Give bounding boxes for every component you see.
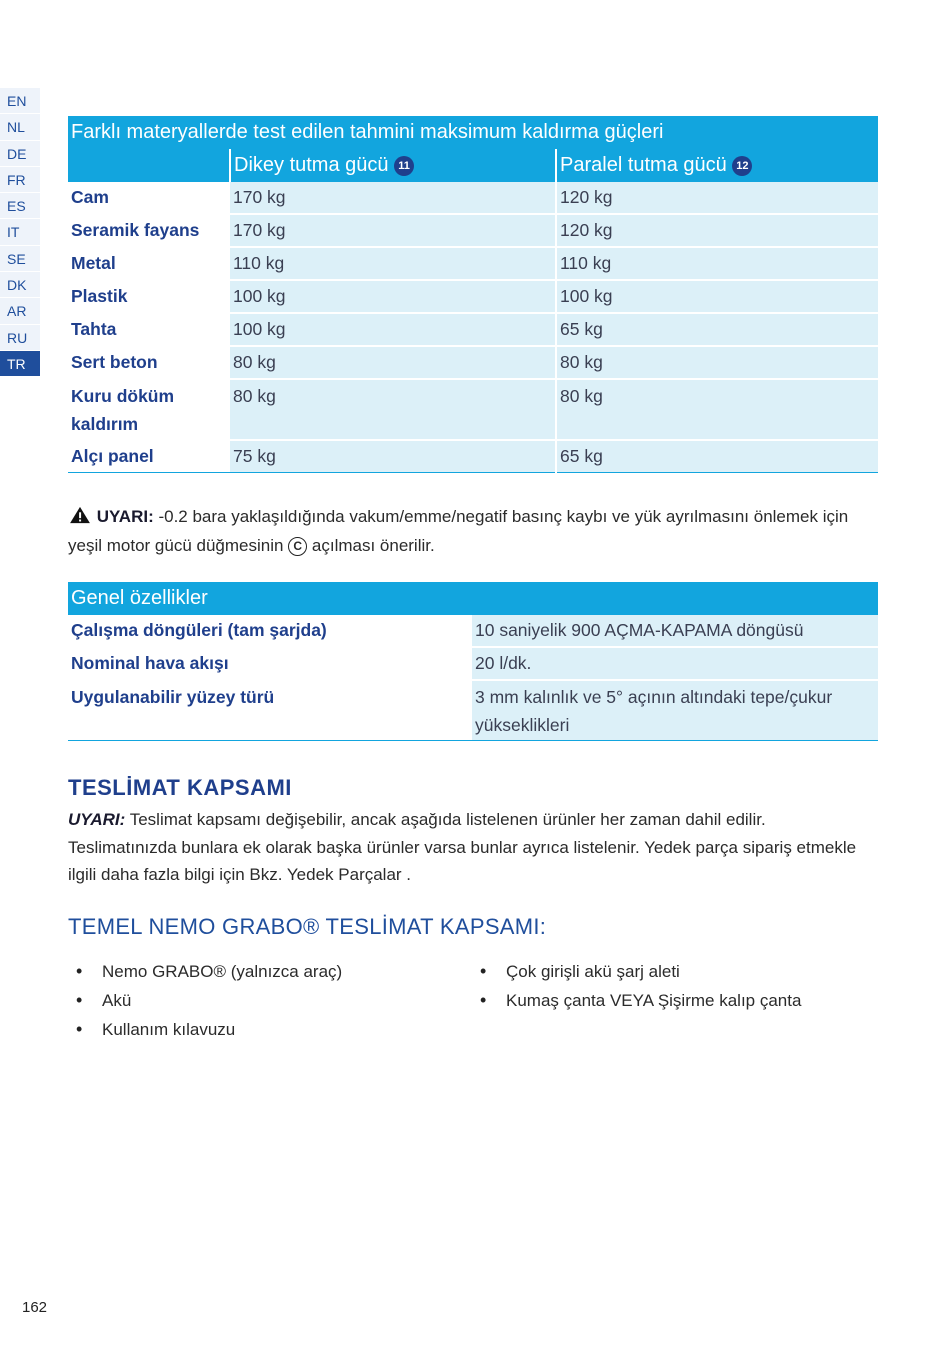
basic-scope-title: TEMEL NEMO GRABO® TESLİMAT KAPSAMI: — [68, 914, 547, 939]
vertical-value: 80 kg — [230, 346, 556, 379]
material-label: Sert beton — [68, 346, 230, 379]
table-row — [68, 313, 878, 346]
material-label: Plastik — [68, 280, 230, 313]
lang-tab-en[interactable]: EN — [0, 88, 40, 114]
spec-label: Nominal hava akışı — [68, 647, 472, 680]
list-item: • Akü — [70, 986, 470, 1015]
spec-value: 20 l/dk. — [472, 647, 878, 680]
warning-note — [68, 502, 878, 560]
spec-label: Çalışma döngüleri (tam şarjda) — [68, 615, 472, 647]
col-header-vertical: Dikey tutma gücü 11 — [230, 149, 556, 182]
lang-tab-ar[interactable]: AR — [0, 298, 40, 324]
list-item: • Kullanım kılavuzu — [70, 1015, 470, 1044]
vertical-value: 80 kg — [230, 379, 556, 440]
table-row — [68, 280, 878, 313]
table-row — [68, 182, 878, 214]
lang-tab-dk[interactable]: DK — [0, 272, 40, 298]
spec-value: 10 saniyelik 900 AÇMA-KAPAMA döngüsü — [472, 615, 878, 647]
list-item: • Çok girişli akü şarj aleti — [474, 957, 878, 986]
table-row — [68, 379, 878, 440]
vertical-value: 75 kg — [230, 440, 556, 473]
list-item: • Kumaş çanta VEYA Şişirme kalıp çanta — [474, 986, 878, 1015]
vertical-value: 170 kg — [230, 214, 556, 247]
vertical-value: 100 kg — [230, 280, 556, 313]
material-label: Metal — [68, 247, 230, 280]
lift-table-corner — [68, 149, 230, 182]
table-row — [68, 214, 878, 247]
table-row — [68, 346, 878, 379]
vertical-value: 170 kg — [230, 182, 556, 214]
table-row — [68, 440, 878, 473]
scope-list-left — [70, 957, 470, 1044]
delivery-scope-title: TESLİMAT KAPSAMI — [68, 775, 292, 800]
parallel-value: 110 kg — [556, 247, 878, 280]
delivery-note — [68, 806, 878, 889]
table-row — [68, 247, 878, 280]
table-row — [68, 615, 878, 647]
lang-tab-tr[interactable]: TR — [0, 351, 40, 377]
marker-12-icon: 12 — [732, 156, 752, 176]
parallel-value: 100 kg — [556, 280, 878, 313]
col-header-parallel: Paralel tutma gücü 12 — [556, 149, 878, 182]
lang-tab-se[interactable]: SE — [0, 246, 40, 272]
page-number: 162 — [22, 1299, 48, 1316]
lang-tab-nl[interactable]: NL — [0, 114, 40, 140]
material-label: Cam — [68, 182, 230, 214]
lang-tab-de[interactable]: DE — [0, 141, 40, 167]
list-item: • Nemo GRABO® (yalnızca araç) — [70, 957, 470, 986]
parallel-value: 65 kg — [556, 313, 878, 346]
parallel-value: 65 kg — [556, 440, 878, 473]
lift-capacity-table — [68, 116, 878, 473]
vertical-value: 110 kg — [230, 247, 556, 280]
parallel-value: 120 kg — [556, 214, 878, 247]
table-row — [68, 680, 878, 741]
material-label: Kuru döküm kaldırım — [68, 379, 230, 440]
language-tabs — [0, 88, 40, 377]
specs-table-title: Genel özellikler — [68, 582, 878, 615]
lang-tab-it[interactable]: IT — [0, 219, 40, 245]
general-specs-table — [68, 582, 878, 741]
spec-label: Uygulanabilir yüzey türü — [68, 680, 472, 741]
table-row — [68, 647, 878, 680]
material-label: Alçı panel — [68, 440, 230, 473]
scope-list-right — [474, 957, 878, 1015]
material-label: Tahta — [68, 313, 230, 346]
vertical-value: 100 kg — [230, 313, 556, 346]
parallel-value: 80 kg — [556, 346, 878, 379]
delivery-note-label: UYARI: — [68, 810, 126, 829]
power-button-icon: C — [288, 537, 307, 556]
warning-text-end: açılması önerilir. — [307, 536, 435, 555]
lang-tab-ru[interactable]: RU — [0, 325, 40, 351]
lang-tab-es[interactable]: ES — [0, 193, 40, 219]
spec-value: 3 mm kalınlık ve 5° açının altındaki tepe/çukur yükseklikleri — [472, 680, 878, 741]
lang-tab-fr[interactable]: FR — [0, 167, 40, 193]
warning-label: UYARI: — [96, 507, 154, 526]
warning-icon — [68, 506, 92, 524]
lift-table-title: Farklı materyallerde test edilen tahmini maksimum kaldırma güçleri — [68, 116, 878, 149]
marker-11-icon: 11 — [394, 156, 414, 176]
parallel-value: 120 kg — [556, 182, 878, 214]
material-label: Seramik fayans — [68, 214, 230, 247]
parallel-value: 80 kg — [556, 379, 878, 440]
delivery-note-text: Teslimat kapsamı değişebilir, ancak aşağıda listelenen ürünler her zaman dahil edilir. Teslimatınızda bunlara ek olarak başka ürünler varsa bunlar ayrıca listelenir. Yedek parça sipariş etmekle ilgili daha fazla bilgi için Bkz. Yedek Parçalar . — [68, 810, 857, 884]
warning-text: -0.2 bara yaklaşıldığında vakum/emme/negatif basınç kaybı ve yük ayrılmasını önlemek için yeşil motor gücü düğmesinin — [68, 507, 849, 555]
